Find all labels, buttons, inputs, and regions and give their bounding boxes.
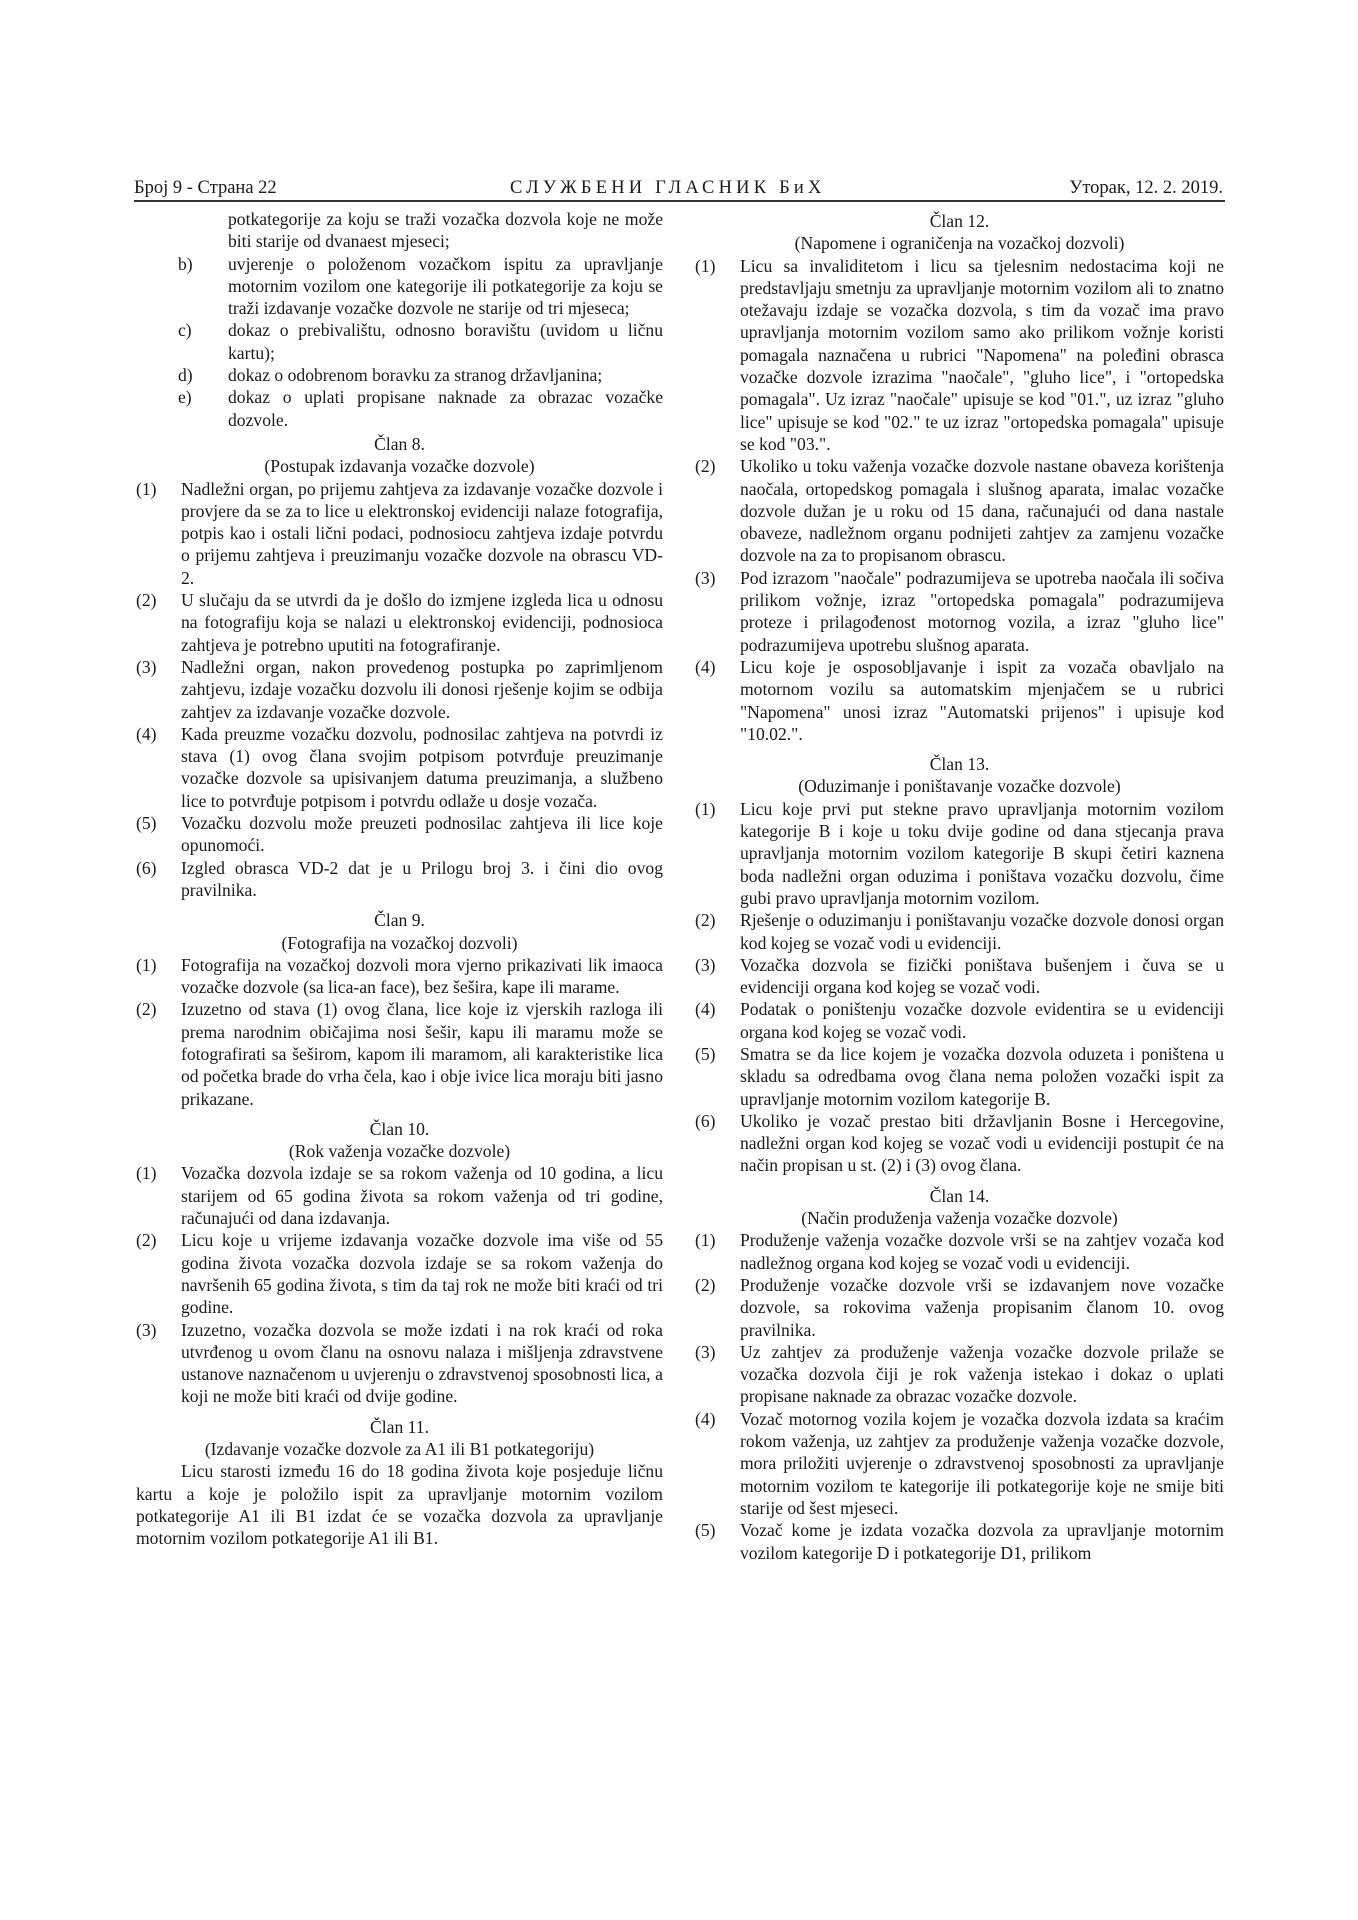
paragraph-text: Rješenje o oduzimanju i poništavanju vozačke dozvole donosi organ kod kojeg se vozač vodi u evidenciji.	[740, 910, 1224, 953]
list-text: dokaz o uplati propisane naknade za obrazac vozačke dozvole.	[228, 387, 663, 430]
paragraph-label: (3)	[136, 1319, 157, 1340]
article-title: (Način produženja važenja vozačke dozvole)	[801, 1208, 1118, 1229]
article-paragraph	[136, 1162, 663, 1229]
paragraph-label: (6)	[695, 1110, 716, 1131]
paragraph-text: Smatra se da lice kojem je vozačka dozvola oduzeta i poništena u skladu sa odredbama ovog člana nema položen vozački ispit za upravljanje motornim vozilom kategorije B.	[740, 1043, 1224, 1109]
paragraph-label: (1)	[695, 798, 716, 819]
article-paragraph	[136, 1229, 663, 1318]
paragraph-label: (1)	[695, 1230, 716, 1251]
paragraph-label: (4)	[695, 656, 716, 677]
paragraph-text: Vozačka dozvola se fizički poništava bušenjem i čuva se u evidenciji organa kod kojeg se vozač vodi.	[740, 954, 1224, 998]
paragraph-label: (5)	[695, 1520, 716, 1541]
article-paragraph	[695, 455, 1224, 566]
article-paragraph	[136, 656, 663, 723]
paragraph-label: (2)	[136, 1230, 157, 1251]
article-body: Licu starosti između 16 do 18 godina života koje posjeduje ličnu kartu a koje je položilo ispit za upravljanje motornim vozilom potkategorije A1 ili B1 izdat će se vozačka dozvola za upravljanje motornim vozilom potkategorije A1 ili B1.	[136, 1461, 663, 1549]
paragraph-text: Izgled obrasca VD-2 dat je u Prilogu broj 3. i čini dio ovog pravilnika.	[181, 857, 663, 900]
article-paragraph	[136, 954, 663, 999]
article-title: (Rok važenja vozačke dozvole)	[288, 1141, 511, 1162]
paragraph-text: Pod izrazom "naočale" podrazumijeva se upotreba naočala ili sočiva prilikom vožnje, izraz "ortopedska pomagala" podrazumijeva proteze i prilagođenost motornog vozila, a izraz "gluho lice" podrazumijeva upotrebu slušnog aparata.	[740, 567, 1224, 655]
article-paragraph	[695, 567, 1224, 656]
article-paragraph	[695, 1043, 1224, 1110]
article-paragraph	[136, 812, 663, 857]
article-paragraph	[695, 1110, 1224, 1177]
paragraph-text: Produženje važenja vozačke dozvole vrši se na zahtjev vozača kod nadležnog organa kod kojeg se vozač vodi u evidenciji.	[740, 1230, 1224, 1273]
paragraph-text: Vozač kome je izdata vozačka dozvola za upravljanje motornim vozilom kategorije D i potkategorije D1, prilikom	[740, 1520, 1224, 1563]
article-title: (Postupak izdavanja vozačke dozvole)	[264, 456, 535, 477]
article-paragraph	[136, 723, 663, 812]
article-paragraph	[695, 1229, 1224, 1274]
list-label: b)	[178, 253, 193, 274]
header-rule	[134, 200, 1225, 202]
issue-page-number: Број 9 - Страна 22	[134, 178, 277, 198]
article-paragraph	[695, 909, 1224, 954]
paragraph-label: (2)	[695, 1274, 716, 1295]
article-paragraph	[136, 857, 663, 902]
paragraph-label: (5)	[136, 813, 157, 834]
paragraph-text: Izuzetno, vozačka dozvola se može izdati i na rok kraći od roka utvrđenog u ovom članu na osnovu nalaza i mišljenja zdravstvene ustanove naznačenom u uvjerenju o zdravstvenoj sposobnosti lica, a koji ne može biti kraći od dvije godine.	[181, 1319, 663, 1407]
list-item	[136, 253, 663, 320]
article-paragraph	[136, 589, 663, 656]
article-number: Član 14.	[929, 1185, 990, 1206]
paragraph-text: Ukoliko u toku važenja vozačke dozvole nastane obaveza korištenja naočala, ortopedskog pomagala i slušnog aparata, imalac vozačke dozvole dužan je u roku od 15 dana, računajući od dana nastale obaveze, nadležnom organu podnijeti zahtjev za zamjenu vozačke dozvole na za to propisanom obrascu.	[740, 456, 1224, 566]
paragraph-label: (3)	[695, 954, 716, 975]
paragraph-text: Vozač motornog vozila kojem je vozačka dozvola izdata sa kraćim rokom važenja, uz zahtjev za produženje važenja vozačke dozvole, mora priložiti uvjerenje o zdravstvenoj sposobnosti za upravljanje motornim vozilom te kategorije ili potkategorije koje ne smije biti starije od šest mjeseci.	[740, 1408, 1224, 1518]
article-number: Član 13.	[929, 754, 990, 775]
paragraph-label: (6)	[136, 857, 157, 878]
list-text: dokaz o prebivalištu, odnosno boravištu (uvidom u ličnu kartu);	[228, 320, 663, 363]
publication-title: СЛУЖБЕНИ ГЛАСНИК БиХ	[510, 178, 826, 198]
paragraph-label: (1)	[695, 255, 716, 276]
article-paragraph	[695, 998, 1224, 1043]
paragraph-text: Nadležni organ, po prijemu zahtjeva za izdavanje vozačke dozvole i provjere da se za to lice u elektronskoj evidenciji nalaze fotografija, potpis kao i ostali lični podaci, podnosiocu zahtjeva izdaje potvrdu o prijemu zahtjeva i preuzimanju vozačke dozvole na obrascu VD-2.	[181, 478, 663, 588]
right-column	[695, 208, 1224, 1564]
article-paragraph	[695, 1519, 1224, 1564]
paragraph-text: Fotografija na vozačkoj dozvoli mora vjerno prikazivati lik imaoca vozačke dozvole (sa lica-an face), bez šešira, kape ili marame.	[181, 954, 663, 998]
paragraph-text: Licu koje u vrijeme izdavanja vozačke dozvole ima više od 55 godina života vozačka dozvola izdaje se sa rokom važenja do navršenih 65 godina života, s tim da taj rok ne može biti kraći od tri godine.	[181, 1230, 663, 1318]
paragraph-text: Izuzetno od stava (1) ovog člana, lice koje iz vjerskih razloga ili prema narodnim običajima nosi šešir, kapu ili maramu može se fotografirati sa šeširom, kapom ili maramom, ali karakteristike lica od početka brade do vrha čela, kao i obje ivice lica moraju biti jasno prikazane.	[181, 999, 663, 1109]
paragraph-text: Vozačka dozvola izdaje se sa rokom važenja od 10 godina, a licu starijem od 65 godina života sa rokom važenja od tri godine, računajući od dana izdavanja.	[181, 1163, 663, 1229]
list-text: dokaz o odobrenom boravku za stranog državljanina;	[228, 365, 603, 386]
paragraph-label: (1)	[136, 1163, 157, 1184]
paragraph-label: (1)	[136, 954, 157, 975]
paragraph-text: Licu koje prvi put stekne pravo upravljanja motornim vozilom kategorije B i koje u toku dvije godine od dana stjecanja prava upravljanja motornim vozilom kategorije B skupi četiri kaznena boda nadležni organ oduzima i poništava vozačku dozvolu, čime gubi pravo upravljanja motornim vozilom.	[740, 798, 1224, 908]
article-paragraph	[695, 954, 1224, 999]
paragraph-text: Ukoliko je vozač prestao biti državljanin Bosne i Hercegovine, nadležni organ kod kojeg se vozač vodi u evidenciji postupit će na način propisan u st. (2) i (3) ovog člana.	[740, 1110, 1224, 1176]
paragraph-text: Uz zahtjev za produženje važenja vozačke dozvole prilaže se vozačka dozvola čiji je rok važenja istekao i dokaz o uplati propisane naknade za obrazac vozačke dozvole.	[740, 1341, 1224, 1407]
paragraph-text: Nadležni organ, nakon provedenog postupka po zaprimljenom zahtjevu, izdaje vozačku dozvolu ili donosi rješenje kojim se odbija zahtjev za izdavanje vozačke dozvole.	[181, 656, 663, 722]
article-title: (Izdavanje vozačke dozvole za A1 ili B1 potkategoriju)	[204, 1439, 595, 1460]
paragraph-label: (3)	[695, 567, 716, 588]
list-label: e)	[178, 387, 192, 408]
article-title: (Fotografija na vozačkoj dozvoli)	[281, 932, 518, 953]
paragraph-label: (4)	[136, 723, 157, 744]
paragraph-label: (1)	[136, 478, 157, 499]
paragraph-label: (4)	[695, 999, 716, 1020]
article-paragraph	[695, 656, 1224, 745]
article-paragraph	[695, 1274, 1224, 1341]
article-paragraph	[695, 255, 1224, 456]
article-paragraph	[695, 1341, 1224, 1408]
article-title: (Napomene i ograničenja na vozačkoj dozvoli)	[794, 233, 1125, 254]
article-title: (Oduzimanje i poništavanje vozačke dozvole)	[798, 776, 1121, 797]
list-item-continuation: potkategorije za koju se traži vozačka dozvola koje ne može biti starije od dvanaest mjeseci;	[228, 209, 663, 252]
list-text: uvjerenje o položenom vozačkom ispitu za upravljanje motornim vozilom one kategorije ili potkategorije za koju se traži izdavanje vozačke dozvole ne starije od tri mjeseca;	[228, 253, 663, 319]
paragraph-label: (4)	[695, 1408, 716, 1429]
paragraph-label: (3)	[136, 656, 157, 677]
article-paragraph	[136, 478, 663, 589]
article-number: Član 11.	[370, 1416, 429, 1437]
paragraph-label: (2)	[695, 456, 716, 477]
article-paragraph	[136, 1319, 663, 1408]
paragraph-text: Licu koje je osposobljavanje i ispit za vozača obavljalo na motornom vozilu sa automatskim mjenjačem se u rubrici "Napomena" unosi izraz "Automatski prijenos" i upisuje kod "10.02.".	[740, 656, 1224, 744]
article-number: Član 10.	[369, 1118, 430, 1139]
paragraph-label: (2)	[136, 590, 157, 611]
paragraph-label: (5)	[695, 1043, 716, 1064]
list-item	[136, 364, 663, 386]
article-number: Član 8.	[374, 433, 425, 454]
paragraph-label: (2)	[695, 910, 716, 931]
publication-date: Уторак, 12. 2. 2019.	[1069, 178, 1223, 198]
paragraph-text: Podatak o poništenju vozačke dozvole evidentira se u evidenciji organa kod kojeg se vozač vodi.	[740, 999, 1224, 1042]
left-column	[136, 208, 663, 1550]
paragraph-text: Kada preuzme vozačku dozvolu, podnosilac zahtjeva na potvrdi iz stava (1) ovog člana svojim potpisom potvrđuje preuzimanje vozačke dozvole sa upisivanjem datuma preuzimanja, a službeno lice to potvrđuje potpisom i potvrdu odlaže u dosje vozača.	[181, 723, 663, 811]
paragraph-text: Licu sa invaliditetom i licu sa tjelesnim nedostacima koji ne predstavljaju smetnju za upravljanje motornim vozilom ali to znatno otežavaju izdaje se vozačka dozvola, s tim da vozač ima pravo upravljanja motornim vozilom samo ako prilikom vožnje koristi pomagala naznačena u rubrici "Napomena" na poleđini obrasca vozačke dozvole izrazima "naočale", "gluho lice", i "ortopedska pomagala". Uz izraz "naočale" upisuje se kod "01.", uz izraz "gluho lice" upisuje se kod "02." te uz izraz "ortopedska pomagala" upisuje se kod "03.".	[740, 255, 1224, 454]
list-label: c)	[178, 320, 192, 341]
list-item	[136, 386, 663, 431]
article-paragraph	[136, 998, 663, 1109]
list-label: d)	[178, 365, 193, 386]
paragraph-label: (2)	[136, 999, 157, 1020]
article-number: Član 9.	[374, 910, 425, 931]
paragraph-text: U slučaju da se utvrdi da je došlo do izmjene izgleda lica u odnosu na fotografiju koja se nalazi u elektronskoj evidenciji, podnosioca zahtjeva je potrebno uputiti na fotografiranje.	[181, 590, 663, 655]
list-item	[136, 319, 663, 364]
paragraph-label: (3)	[695, 1341, 716, 1362]
paragraph-text: Produženje vozačke dozvole vrši se izdavanjem nove vozačke dozvole, sa rokovima važenja propisanim članom 10. ovog pravilnika.	[740, 1274, 1224, 1340]
article-paragraph	[695, 798, 1224, 909]
article-paragraph	[695, 1408, 1224, 1519]
paragraph-text: Vozačku dozvolu može preuzeti podnosilac zahtjeva ili lice koje opunomoći.	[181, 813, 663, 856]
page-header	[134, 176, 1225, 200]
article-number: Član 12.	[929, 211, 990, 231]
